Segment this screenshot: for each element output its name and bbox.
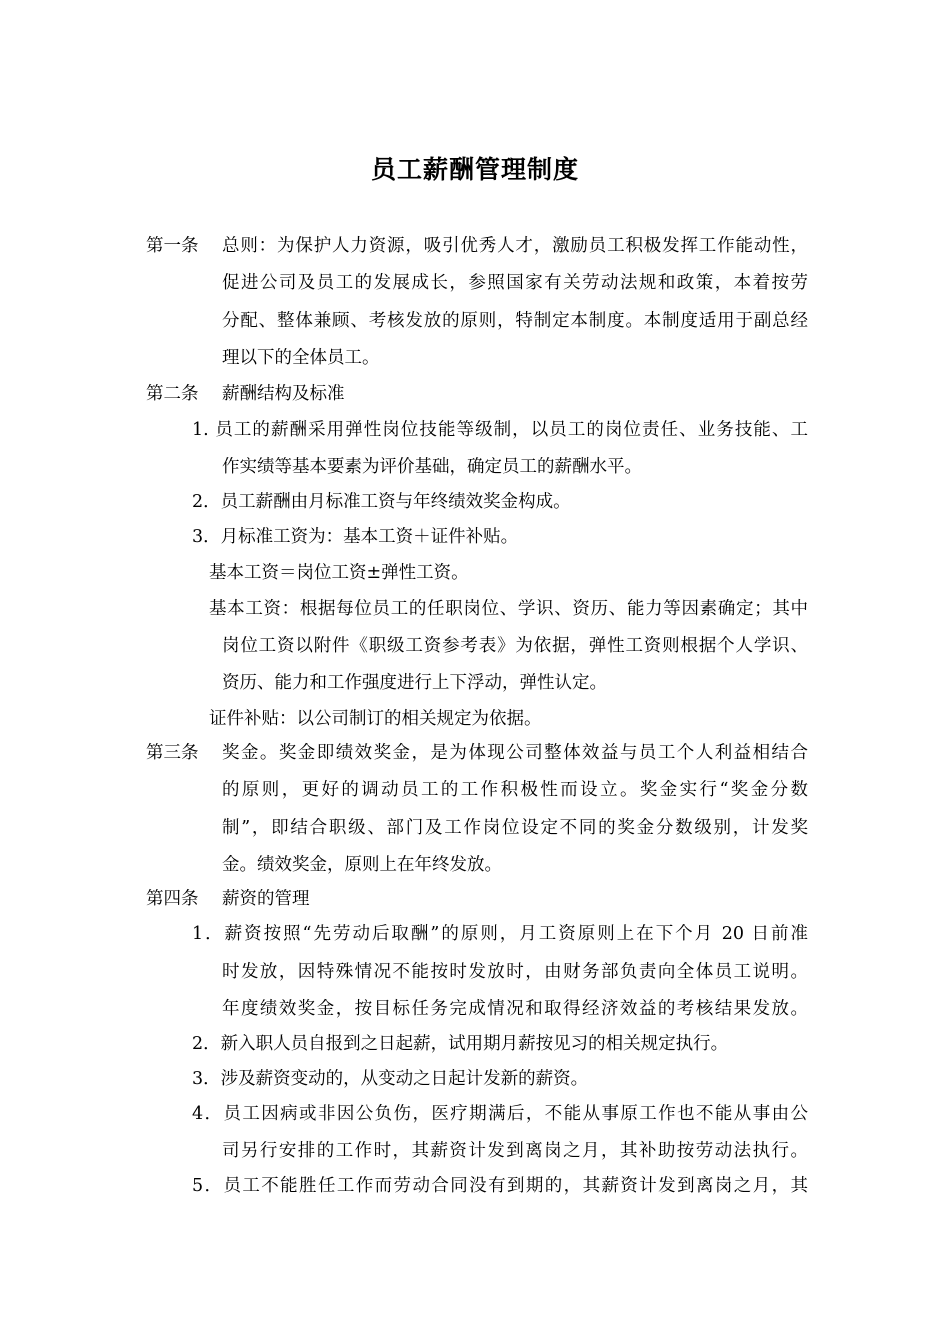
article-4-item-2: 2．新入职人员自报到之日起薪，试用期月薪按见习的相关规定执行。: [192, 1034, 729, 1054]
article-1-label: 第一条: [146, 236, 199, 256]
article-3-line: 金。绩效奖金，原则上在年终发放。: [222, 855, 502, 875]
document-title: 员工薪酬管理制度: [370, 155, 579, 184]
article-2-basic-line: 资历、能力和工作强度进行上下浮动，弹性认定。: [222, 673, 607, 693]
article-4-item-4-line: 司另行安排的工作时，其薪资计发到离岗之月，其补助按劳动法执行。: [222, 1141, 808, 1161]
article-2-formula: 基本工资＝岗位工资±弹性工资。: [209, 563, 469, 583]
article-2-item-2: 2．员工薪酬由月标准工资与年终绩效奖金构成。: [192, 492, 571, 512]
article-2-cert: 证件补贴：以公司制订的相关规定为依据。: [209, 709, 542, 729]
article-2-heading: 薪酬结构及标准: [222, 384, 345, 404]
article-3-line: 奖金。奖金即绩效奖金，是为体现公司整体效益与员工个人利益相结合: [222, 743, 808, 763]
article-2-item-1-line: 作实绩等基本要素为评价基础，确定员工的薪酬水平。: [222, 457, 642, 477]
article-4-item-5: 5．员工不能胜任工作而劳动合同没有到期的，其薪资计发到离岗之月，其: [192, 1176, 808, 1196]
article-4-label: 第四条: [146, 889, 199, 909]
article-2-basic-line: 基本工资：根据每位员工的任职岗位、学识、资历、能力等因素确定；其中: [209, 599, 808, 619]
article-1-line: 理以下的全体员工。: [222, 348, 380, 368]
article-4-heading: 薪资的管理: [222, 889, 310, 909]
article-4-item-1-line: 1．薪资按照“先劳动后取酬”的原则，月工资原则上在下个月 20 日前准: [192, 924, 808, 944]
article-1-line: 总则：为保护人力资源，吸引优秀人才，激励员工积极发挥工作能动性，: [222, 236, 808, 256]
article-1-line: 分配、整体兼顾、考核发放的原则，特制定本制度。本制度适用于副总经: [222, 311, 808, 331]
article-2-item-1-line: 1. 员工的薪酬采用弹性岗位技能等级制，以员工的岗位责任、业务技能、工: [192, 420, 808, 440]
article-3-line: 的原则，更好的调动员工的工作积极性而设立。奖金实行“奖金分数: [222, 780, 808, 800]
article-4-item-4-line: 4．员工因病或非因公负伤，医疗期满后，不能从事原工作也不能从事由公: [192, 1104, 808, 1124]
article-2-item-3: 3．月标准工资为：基本工资＋证件补贴。: [192, 527, 519, 547]
article-4-item-3: 3．涉及薪资变动的，从变动之日起计发新的薪资。: [192, 1069, 589, 1089]
article-3-line: 制”，即结合职级、部门及工作岗位设定不同的奖金分数级别，计发奖: [222, 818, 808, 838]
article-3-label: 第三条: [146, 743, 199, 763]
article-1-line: 促进公司及员工的发展成长，参照国家有关劳动法规和政策，本着按劳: [222, 273, 808, 293]
article-4-item-1-line: 时发放，因特殊情况不能按时发放时，由财务部负责向全体员工说明。: [222, 962, 808, 982]
article-4-item-1-line: 年度绩效奖金，按目标任务完成情况和取得经济效益的考核结果发放。: [222, 999, 808, 1019]
article-2-label: 第二条: [146, 384, 199, 404]
article-2-basic-line: 岗位工资以附件《职级工资参考表》为依据，弹性工资则根据个人学识、: [222, 636, 808, 656]
